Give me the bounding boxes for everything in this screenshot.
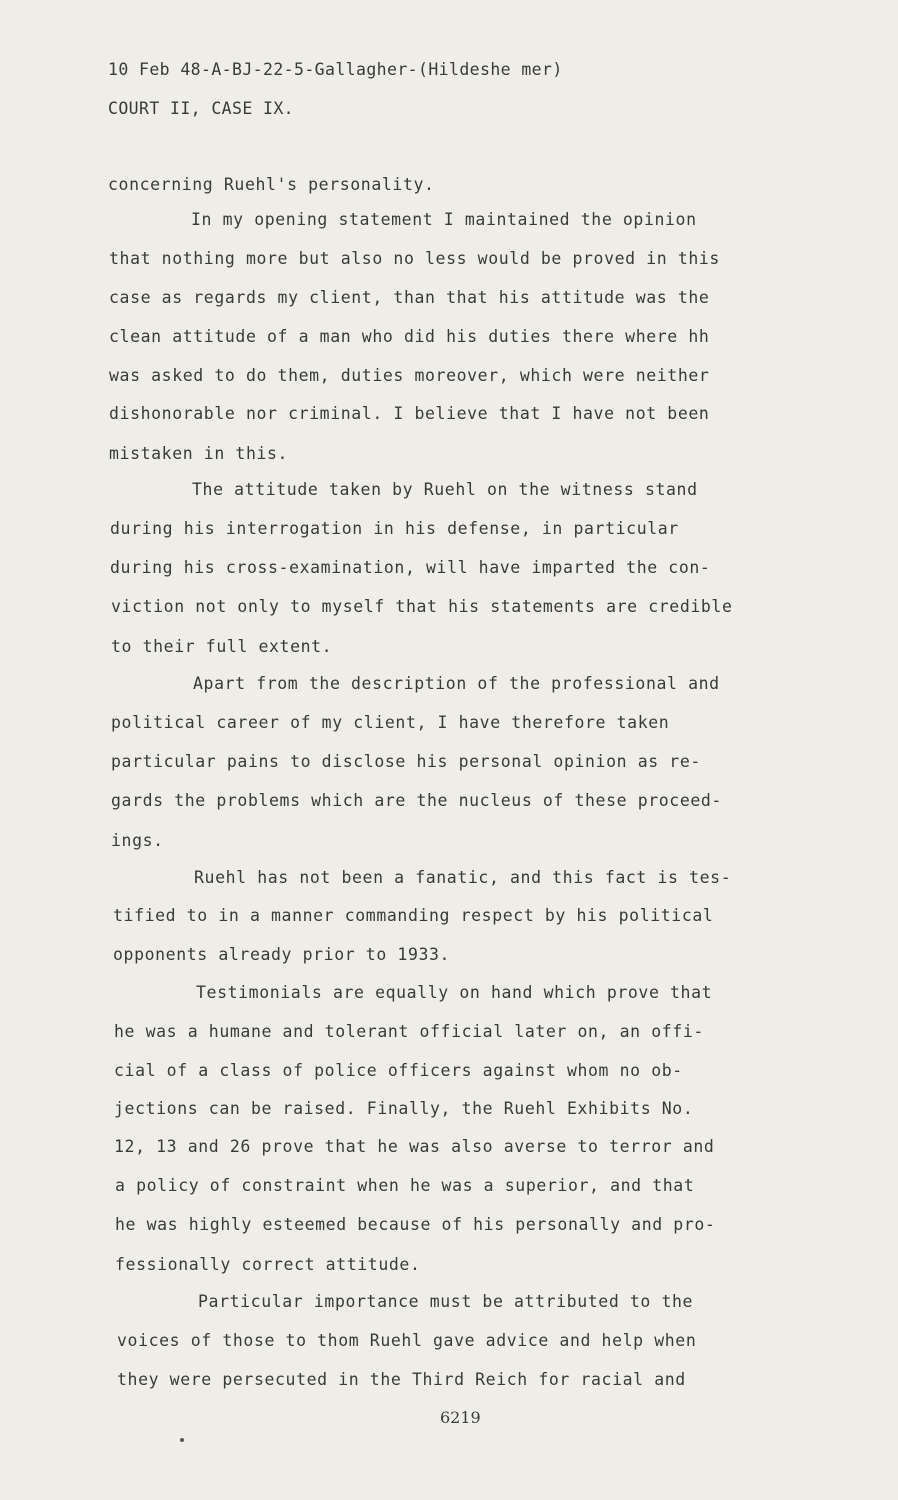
text-line: was asked to do them, duties moreover, which were neither — [109, 366, 710, 385]
text-line: he was highly esteemed because of his personally and pro- — [115, 1215, 716, 1234]
text-line: they were persecuted in the Third Reich for racial and — [117, 1370, 686, 1389]
text-line: Particular importance must be attributed to the — [198, 1292, 694, 1311]
text-line: jections can be raised. Finally, the Ruehl Exhibits No. — [114, 1099, 694, 1118]
text-line: opponents already prior to 1933. — [113, 945, 451, 964]
text-line: political career of my client, I have therefore taken — [111, 713, 670, 732]
text-line: he was a humane and tolerant official later on, an offi- — [114, 1022, 704, 1041]
text-line: cial of a class of police officers against whom no ob- — [114, 1061, 683, 1080]
text-line: fessionally correct attitude. — [115, 1255, 421, 1274]
court-case-heading: COURT II, CASE IX. — [108, 99, 295, 118]
text-line: concerning Ruehl's personality. — [108, 175, 435, 194]
text-line: particular pains to disclose his personal opinion as re- — [111, 752, 701, 771]
text-line: case as regards my client, than that his attitude was the — [109, 288, 710, 307]
text-line: to their full extent. — [111, 637, 333, 656]
text-line: tified to in a manner commanding respect by his political — [113, 906, 714, 925]
text-line: Ruehl has not been a fanatic, and this fact is tes- — [194, 868, 732, 887]
text-line: 12, 13 and 26 prove that he was also averse to terror and — [114, 1137, 715, 1156]
text-line: dishonorable nor criminal. I believe that I have not been — [109, 404, 710, 423]
text-line: ings. — [111, 831, 164, 850]
text-line: Testimonials are equally on hand which prove that — [196, 983, 713, 1002]
document-reference: 10 Feb 48-A-BJ-22-5-Gallagher-(Hildeshe mer) — [108, 60, 563, 79]
text-line: In my opening statement I maintained the opinion — [191, 210, 697, 229]
text-line: a policy of constraint when he was a superior, and that — [115, 1176, 695, 1195]
page-number: 6219 — [440, 1408, 481, 1427]
text-line: mistaken in this. — [109, 444, 289, 463]
text-line: gards the problems which are the nucleus of these proceed- — [111, 791, 722, 810]
text-line: voices of those to thom Ruehl gave advice and help when — [117, 1331, 697, 1350]
text-line: that nothing more but also no less would be proved in this — [109, 249, 720, 268]
text-line: during his interrogation in his defense, in particular — [110, 519, 679, 538]
text-line: viction not only to myself that his statements are credible — [111, 597, 733, 616]
text-line: clean attitude of a man who did his duties there where hh — [109, 327, 710, 346]
paper-speck — [180, 1438, 184, 1442]
text-line: during his cross-examination, will have imparted the con- — [110, 558, 711, 577]
text-line: The attitude taken by Ruehl on the witness stand — [192, 480, 698, 499]
text-line: Apart from the description of the professional and — [193, 674, 720, 693]
